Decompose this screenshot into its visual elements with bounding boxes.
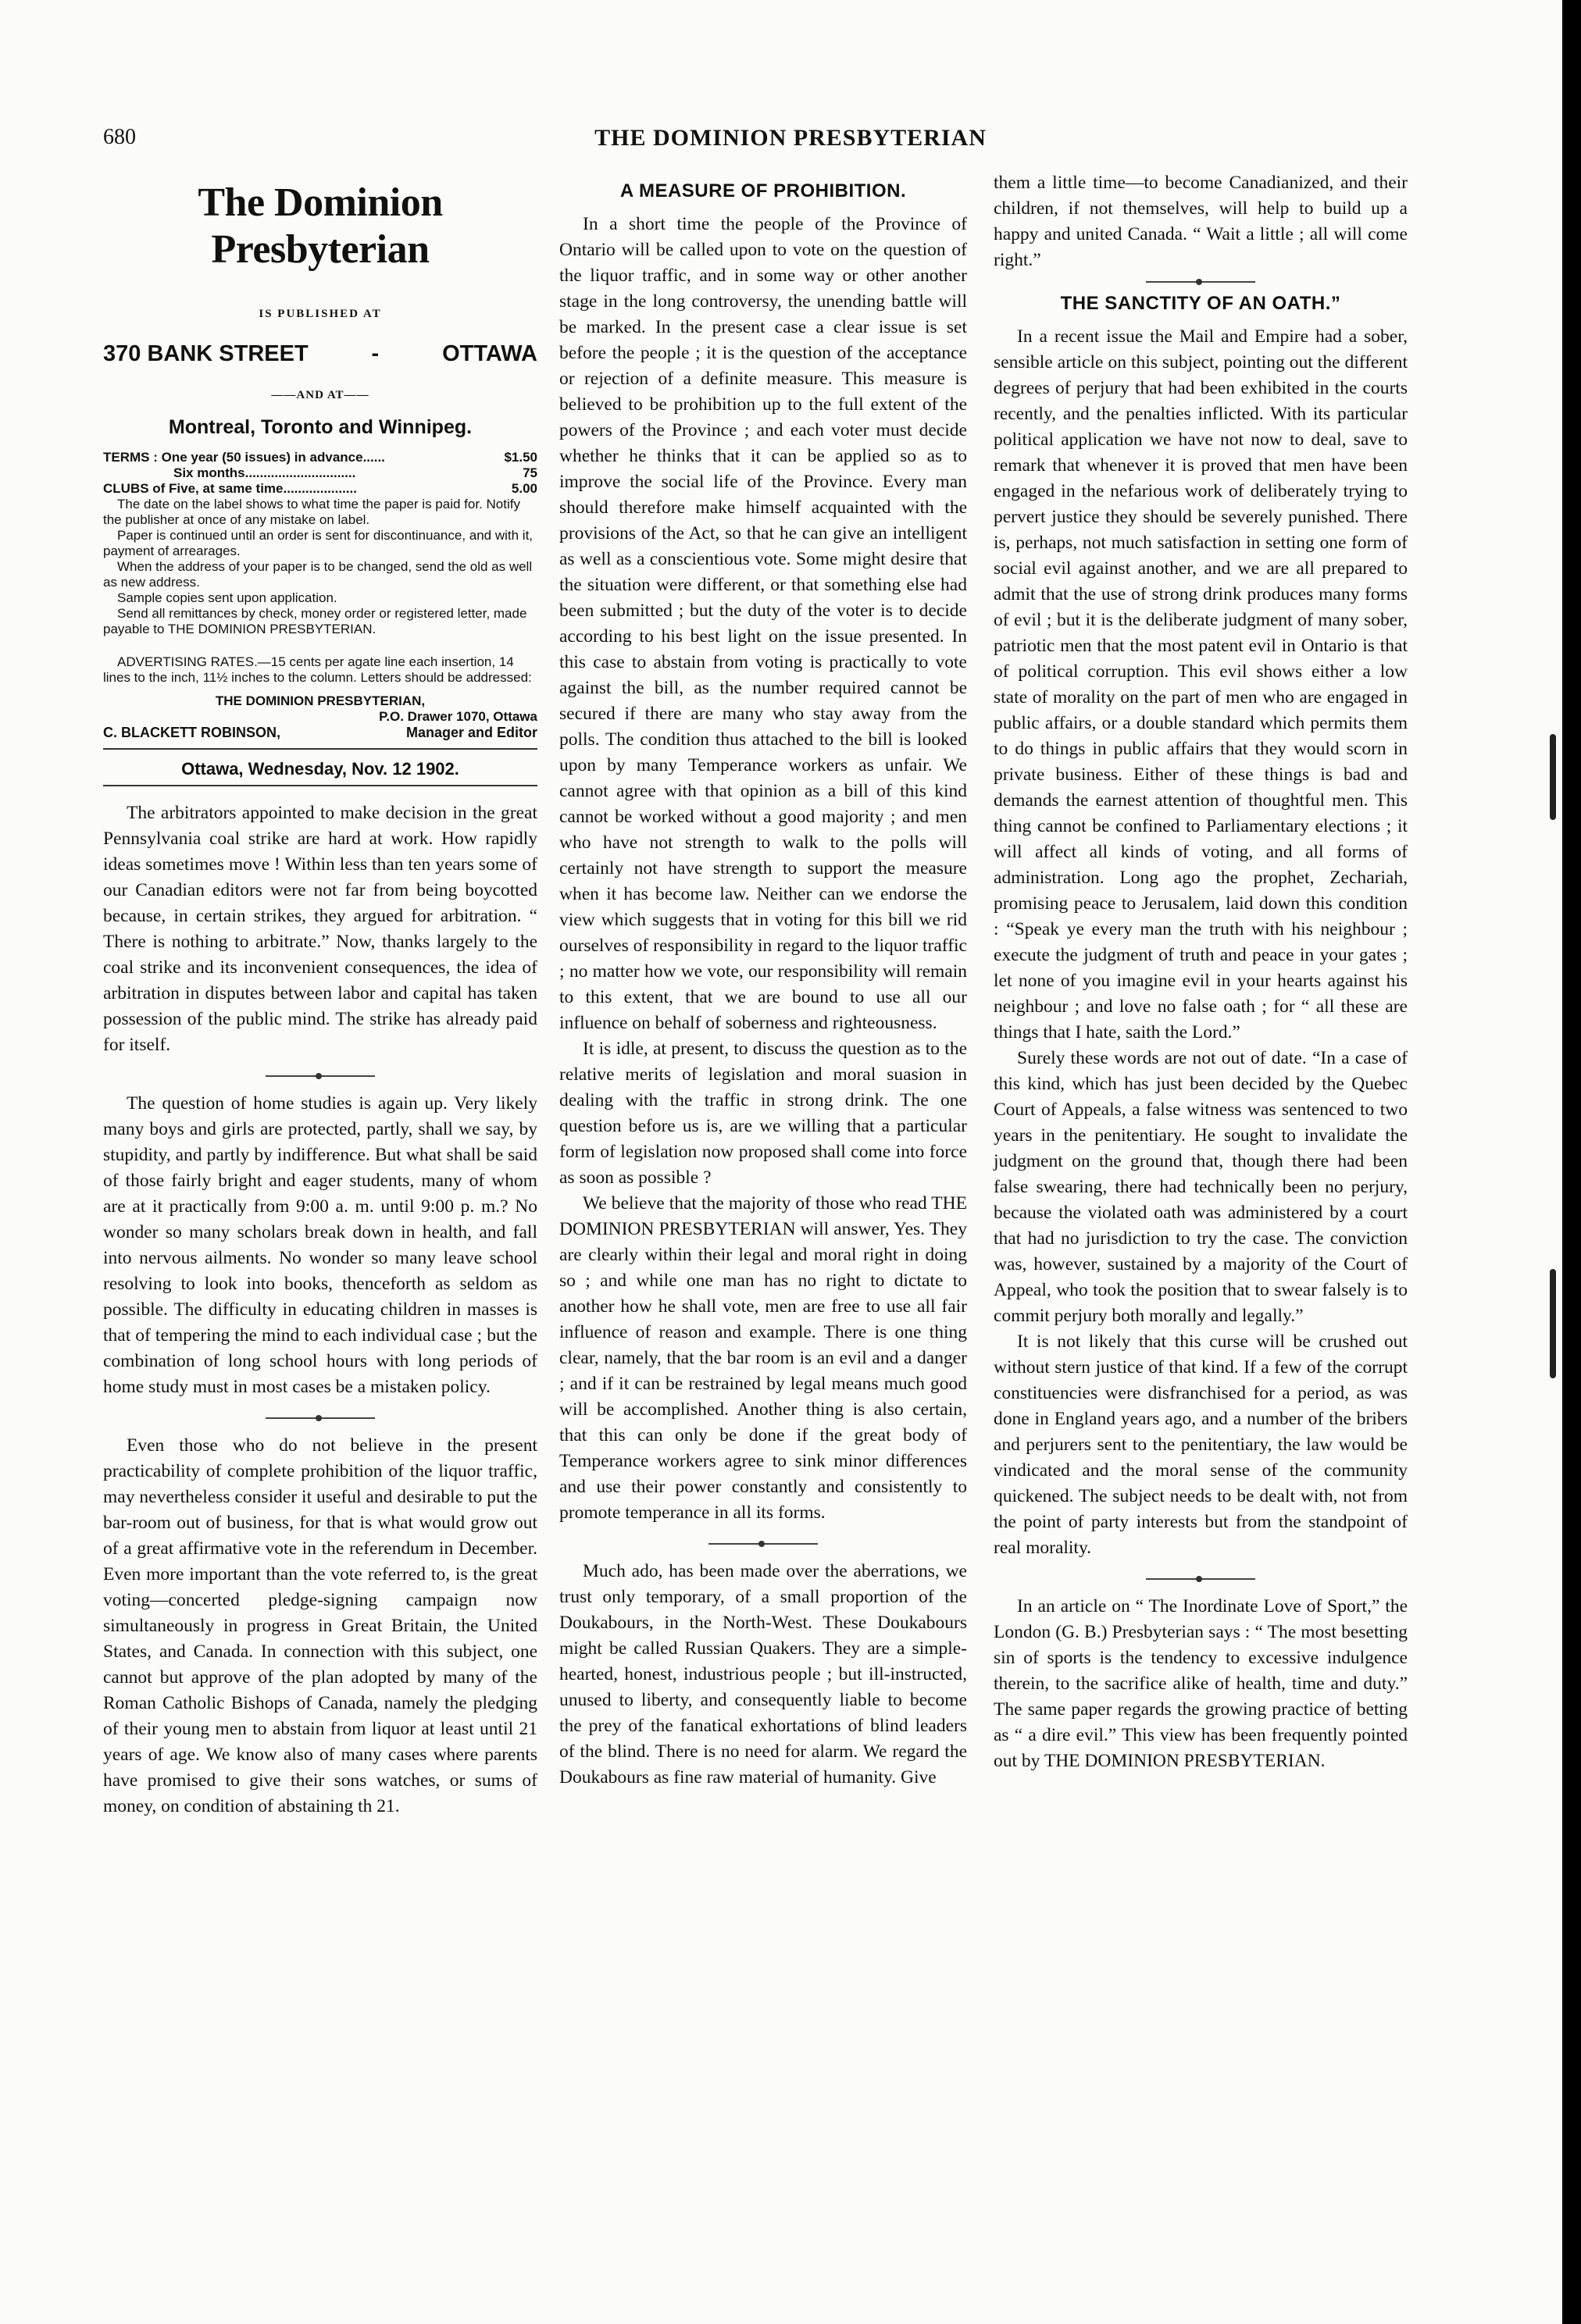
terms-row-six-months [103, 465, 537, 481]
terms-row-clubs [103, 481, 537, 497]
section-divider [266, 1417, 375, 1419]
dateline: Ottawa, Wednesday, Nov. 12 1902. [103, 748, 537, 786]
column-1 [103, 170, 537, 1820]
street-address: 370 BANK STREET [103, 341, 309, 366]
scan-edge [1562, 0, 1581, 2324]
note-sample-copies: Sample copies sent upon application. [117, 590, 337, 605]
city-name: OTTAWA [442, 341, 537, 366]
doukabours-continued: them a little time—to become Canadianized, and their children, if not themselves, will help to build up a happy and united Canada. “ Wait a little ; all will come right.” [994, 173, 1408, 270]
article-paragraph: Surely these words are not out of date. “In a case of this kind, which has just been decided by the Quebec Court of Appeals, a false witness was sentenced to two years in the penitentiary. He sought to invalidate the judgment on the ground that, though there had been false swearing, there had technically been no perjury, because the violated oath was administered by a court that had no jurisdiction to try the case. The conviction was, however, sustained by a majority of the Court of Appeal, who took the position that to swear falsely is to commit perjury both morally and legally.” [994, 1048, 1408, 1326]
address-dash: - [371, 341, 380, 366]
branch-cities: Montreal, Toronto and Winnipeg. [168, 416, 473, 438]
editorial-arbitration: The arbitrators appointed to make decision in the great Pennsylvania coal strike are hard at work. How rapidly ideas sometimes move ! Within less than ten years some of our Canadian editors were not far from being boycotted because, in certain strikes, they argued for arbitration. “ There is nothing to arbitrate.” Now, thanks largely to the coal strike and its inconvenient consequences, the idea of arbitration in disputes between labor and capital has taken possession of the public mind. The strike has already paid for itself. [103, 803, 537, 1055]
running-head: THE DOMINION PRESBYTERIAN [594, 125, 987, 151]
terms-six-price: 75 [523, 465, 537, 480]
article-paragraph: In a short time the people of the Province of Ontario will be called upon to vote on the question of the liquor traffic, and in some way or other another stage in the long controversy, the unending battle will be marked. In the present case a clear issue is set before the people ; it is the question of the acceptance or rejection of a definite measure. This measure is believed to be prohibition up to the full extent of the powers of the Province ; and each voter must decide whether he thinks that it can be applied so as to improve the social life of the Province. Every man should therefore make himself acquainted with the provisions of the Act, so that he can give an intelligent as well as a conscientious vote. Some might desire that the situation were different, or that something else had been submitted ; but the duty of the voter is to decide according to his best light on the issue presented. In this case to abstain from voting is practically to vote against the bill, as the number required cannot be secured if there are many who stay away from the polls. The condition thus attached to the bill is looked upon by many Temperance workers as unfair. We cannot agree with that opinion as a bill of this kind cannot be worked without a good majority ; and men who have not strength to walk to the polls will certainly not have strength to support the measure when it has become law. Neither can we endorse the view which suggests that in voting for this bill we rid ourselves of responsibility in regard to the liquor traffic ; no matter how we vote, our responsibility will remain to this extent, that we are bound to use all our influence on behalf of soberness and righteousness. [559, 214, 967, 1033]
binding-mark [1550, 734, 1556, 820]
terms-six-label: Six months.............................. [173, 465, 356, 480]
editorial-prohibition-vote: Even those who do not believe in the present practicability of complete prohibition of the liquor traffic, may nevertheless consider it useful and desirable to put the bar-room out of business, for that is what would grow out of a great affirmative vote in the referendum in December. Even more important than the vote referred to, is the great voting—concerted pledge-signing campaign now simultaneously in progress in Great Britain, the United States, and Canada. In connection with this subject, one cannot but approve of the plan adopted by many of the Roman Catholic Bishops of Canada, namely the pledging of their young men to abstain from liquor at least until 21 years of age. We know also of many cases where parents have promised to give their sons watches, or sums of money, on condition of abstaining th 21. [103, 1435, 537, 1816]
article-paragraph: It is not likely that this curse will be crushed out without stern justice of that kind. If a few of the corrupt constituencies were disfranchised for a period, as was done in England years ago, and a number of the bribers and perjurers sent to the penitentiary, the law would be vindicated and the moral sense of the community quickened. The subject needs to be dealt with, not from the point of party interests but from the standpoint of real morality. [994, 1331, 1408, 1558]
article-headline-prohibition: A MEASURE OF PROHIBITION. [619, 180, 907, 201]
article-paragraph: It is idle, at present, to discuss the question as to the relative merits of legislation and moral suasion in dealing with the traffic in strong drink. The one question before us is, are we willing that a particular form of legislation now proposed shall come into force as soon as possible ? [559, 1039, 967, 1188]
mailing-drawer: P.O. Drawer 1070, Ottawa [379, 709, 537, 724]
editor-title: Manager and Editor [405, 725, 537, 740]
column-3 [994, 170, 1408, 1774]
column-2 [559, 170, 967, 1791]
page-number: 680 [103, 125, 136, 149]
section-divider [266, 1075, 375, 1077]
terms-clubs-label: CLUBS of Five, at same time.................... [103, 481, 357, 496]
note-label-date: The date on the label shows to what time the paper is paid for. Notify the publisher at once of any mistake on label. [103, 497, 520, 527]
masthead: The Dominion Presbyterian [198, 180, 443, 272]
terms-year-label: TERMS : One year (50 issues) in advance...... [103, 450, 385, 465]
publisher-address [103, 341, 537, 367]
article-headline-oath: THE SANCTITY OF AN OATH.” [1060, 293, 1341, 314]
terms-clubs-price: 5.00 [511, 481, 537, 496]
and-at-label: ——AND AT—— [271, 389, 369, 401]
subscription-notes [103, 497, 537, 637]
editor-name: C. BLACKETT ROBINSON, [103, 725, 280, 740]
editorial-doukabours: Much ado, has been made over the aberrations, we trust only temporary, of a small proportion of the Doukabours, in the North-West. These Doukabours might be called Russian Quakers. They are a simple-hearted, honest, industrious people ; but ill-instructed, unused to liberty, and consequently liable to become the prey of the fanatical exhortations of blind leaders of the blind. There is no need for alarm. We regard the Doukabours as fine raw material of humanity. Give [559, 1561, 967, 1788]
section-divider [1146, 1578, 1255, 1580]
advertising-rates-text: ADVERTISING RATES.—15 cents per agate line each insertion, 14 lines to the inch, 11½ inches to the column. Letters should be addressed: [103, 654, 532, 685]
editor-line [103, 725, 537, 740]
editorial-home-studies: The question of home studies is again up. Very likely many boys and girls are protected, partly, shall we say, by stupidity, and partly by indifference. But what shall be said of those fairly bright and eager students, many of whom are at it practically from 9:00 a. m. until 9:00 p. m.? No wonder so many scholars break down in health, and fall into nervous ailments. No wonder so many leave school resolving to look into books, thenceforth as seldom as possible. The difficulty in educating children in masses is that of tempering the mind to each individual case ; but the combination of long school hours with long periods of home study must in most cases be a mistaken policy. [103, 1093, 537, 1397]
binding-mark [1550, 1269, 1556, 1378]
section-divider [1146, 281, 1255, 283]
article-paragraph: We believe that the majority of those who read THE DOMINION PRESBYTERIAN will answer, Yes. They are clearly within their legal and moral right in doing so ; and while one man has no right to dictate to another how he shall vote, men are free to use all fair influence of reason and example. There is one thing clear, namely, that the bar room is an evil and a danger ; and if it can be restrained by legal means much good will be accomplished. Another thing is also certain, that this can only be done if the great body of Temperance workers agree to sink minor differences and use their power constantly and consistently to promote temperance in all its forms. [559, 1193, 967, 1523]
terms-row-year [103, 450, 537, 465]
advertising-rates [103, 654, 537, 686]
published-at-label: IS PUBLISHED AT [259, 308, 382, 320]
note-address-change: When the address of your paper is to be changed, send the old as well as new address. [103, 559, 533, 590]
subscription-terms [103, 450, 537, 497]
terms-year-price: $1.50 [504, 450, 537, 465]
article-paragraph: In a recent issue the Mail and Empire had a sober, sensible article on this subject, pointing out the different degrees of perjury that had been exhibited in the courts recently, and the penalties inflicted. With its particular political application we have not now to deal, save to remark that whenever it is proved that men have been engaged in the nefarious work of deliberately trying to pervert justice they should be severely punished. There is, perhaps, not much satisfaction in setting one form of social evil against another, and we are all prepared to admit that the use of strong drink produces many forms of evil ; but it is the deliberate judgment of many sober, patriotic men that the most patent evil in Ontario is that of political corruption. This evil shows either a low state of morality on the part of men who are engaged in public affairs, or a double standard which permits them to do things in public affairs that they would scorn in private business. Either of these things is bad and demands the earnest attention of thoughtful men. This thing cannot be confined to Parliamentary elections ; it will affect all kinds of voting, and all forms of administration. Long ago the prophet, Zechariah, promising peace to Jerusalem, laid down this condition : “Speak ye every man the truth with his neighbour ; execute the judgment of truth and peace in your gates ; let none of you imagine evil in your hearts against his neighbour ; and love no false oath ; for “ all these are things that I hate, saith the Lord.” [994, 326, 1408, 1043]
note-continued: Paper is continued until an order is sent for discontinuance, and with it, payment of arrearages. [103, 528, 534, 558]
note-remittances: Send all remittances by check, money order or registered letter, made payable to THE DOMINION PRESBYTERIAN. [103, 606, 527, 636]
mailing-address-name: THE DOMINION PRESBYTERIAN, [215, 693, 426, 708]
editorial-sport: In an article on “ The Inordinate Love of Sport,” the London (G. B.) Presbyterian says : “ The most besetting sin of sports is the tendency to excessive indulgence therein, to the sacrifice alike of health, time and duty.” The same paper regards the growing practice of betting as “ a dire evil.” This view has been frequently pointed out by THE DOMINION PRESBYTERIAN. [994, 1596, 1408, 1771]
section-divider [708, 1543, 818, 1545]
